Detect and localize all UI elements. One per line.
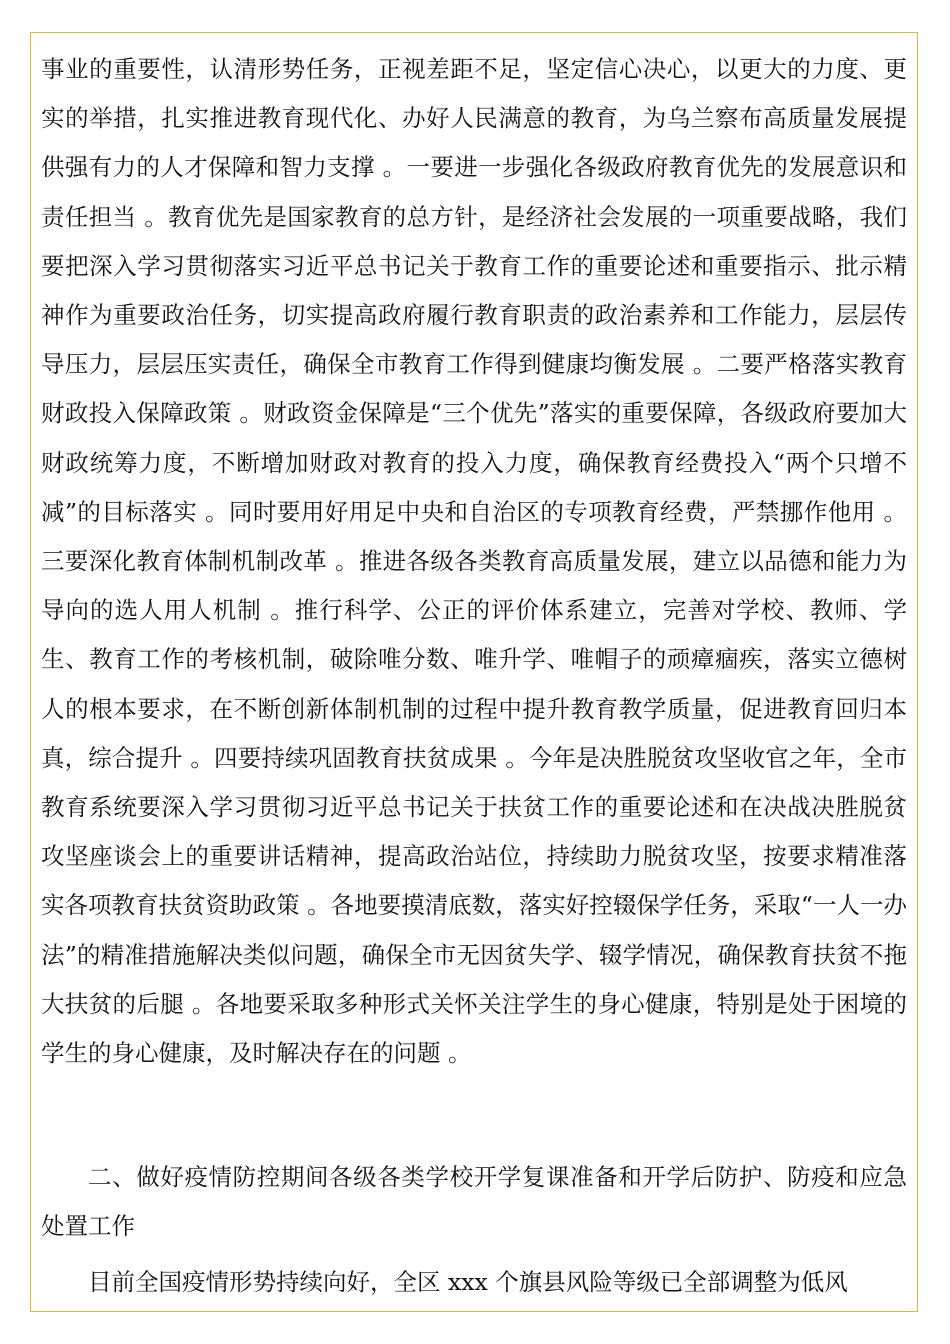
body-paragraph-1: 事业的重要性，认清形势任务，正视差距不足，坚定信心决心，以更大的力度、更实的举措，扎实推进教育现代化、办好人民满意的教育，为乌兰察布高质量发展提供强有力的人才保障和智力支撑 。一要进一步强化各级政府教育优先的发展意识和责任担当 。教育优先是国家教育的总方针，是经济社会发展的一项重要战略，我们要把深入学习贯彻落实习近平总书记关于教育工作的重要论述和重要指示、批示精神作为重要政治任务，切实提高政府履行教育职责的政治素养和工作能力，层层传导压力，层层压实责任，确保全市教育工作得到健康均衡发展 。二要严格落实教育财政投入保障政策 。财政资金保障是“三个优先”落实的重要保障，各级政府要加大财政统筹力度，不断增加财政对教育的投入力度，确保教育经费投入“两个只增不减”的目标落实 。同时要用好用足中央和自治区的专项教育经费，严禁挪作他用 。三要深化教育体制机制改革 。推进各级各类教育高质量发展，建立以品德和能力为导向的选人用人机制 。推行科学、公正的评价体系建立，完善对学校、教师、学生、教育工作的考核机制，破除唯分数、唯升学、唯帽子的顽瘴痼疾，落实立德树人的根本要求，在不断创新体制机制的过程中提升教育教学质量，促进教育回归本真，综合提升 。四要持续巩固教育扶贫成果 。今年是决胜脱贫攻坚收官之年，全市教育系统要深入学习贯彻习近平总书记关于扶贫工作的重要论述和在决战决胜脱贫攻坚座谈会上的重要讲话精神，提高政治站位，持续助力脱贫攻坚，按要求精准落实各项教育扶贫资助政策 。各地要摸清底数，落实好控辍保学任务，采取“一人一办法”的精准措施解决类似问题，确保全市无因贫失学、辍学情况，确保教育扶贫不拖大扶贫的后腿 。各地要采取多种形式关怀关注学生的身心健康，特别是处于困境的学生的身心健康，及时解决存在的问题 。 — [41, 55, 907, 1068]
body-paragraph-3: 目前全国疫情形势持续向好，全区 xxx 个旗县风险等级已全部调整为低风 — [88, 1268, 848, 1296]
section-heading-2: 二、做好疫情防控期间各级各类学校开学复课准备和开学后防护、防疫和应急处置工作 — [41, 1163, 907, 1241]
